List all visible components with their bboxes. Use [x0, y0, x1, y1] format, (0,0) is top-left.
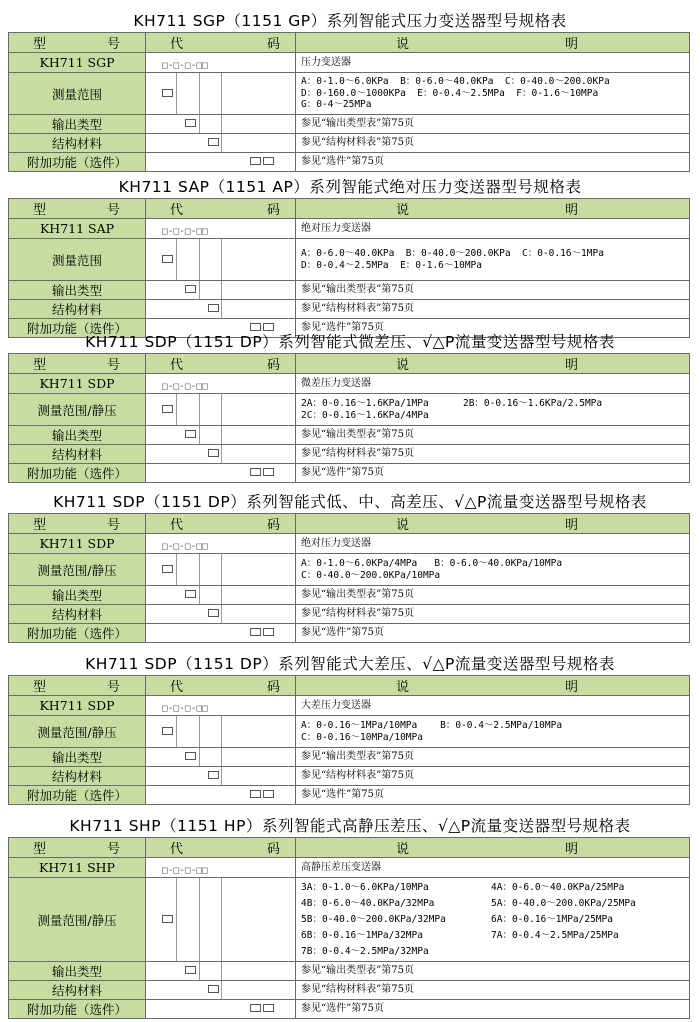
range-code-cell: [146, 716, 296, 748]
option-label: 附加功能（选件）: [9, 624, 146, 643]
range-line: 5A：0-40.0～200.0KPa/25MPa: [491, 898, 636, 909]
code-box: [185, 752, 196, 760]
range-label: 测量范围/静压: [9, 716, 146, 748]
spec-table-section: [0, 176, 700, 338]
spec-table-section: [0, 815, 700, 1019]
model-row: [9, 53, 690, 73]
range-line: 7A：0-0.4～2.5MPa/25MPa: [491, 930, 619, 941]
code-box: [263, 628, 274, 636]
code-box: [250, 468, 261, 476]
code-pattern: □-□-□-□□: [162, 703, 208, 714]
range-label: 测量范围: [9, 73, 146, 115]
range-line: 4A：0-6.0～40.0KPa/25MPa: [491, 882, 625, 893]
header-desc-a: 说: [396, 680, 411, 695]
material-label: 结构材料: [9, 445, 146, 464]
model-row: [9, 858, 690, 878]
spec-table-section: [0, 10, 700, 172]
code-pattern: □-□-□-□□: [162, 60, 208, 71]
material-row: [9, 300, 690, 319]
option-row: [9, 786, 690, 805]
model-code: KH711 SHP: [9, 858, 146, 878]
output-row: [9, 586, 690, 605]
header-no: 号: [106, 203, 121, 218]
header-code-a: 代: [170, 842, 185, 857]
header-code-b: 码: [266, 37, 281, 52]
code-box: [250, 1004, 261, 1012]
range-line: 2C：0-0.16～1.6KPa/4MPa: [301, 409, 429, 421]
code-box: [185, 590, 196, 598]
header-row: [9, 33, 690, 53]
range-line: G：0-4～25MPa: [301, 99, 372, 111]
header-no: 号: [106, 842, 121, 857]
model-code: KH711 SGP: [9, 53, 146, 73]
output-row: [9, 748, 690, 767]
output-desc: 参见“输出类型表”第75页: [296, 281, 690, 300]
table-title: KH711 SDP（1151 DP）系列智能式低、中、高差压、√△P流量变送器型号规格表: [53, 493, 647, 511]
header-desc-b: 明: [564, 358, 579, 373]
range-line: 4B：0-6.0～40.0KPa/32MPa: [301, 898, 435, 909]
option-label: 附加功能（选件）: [9, 1000, 146, 1019]
header-no: 号: [106, 680, 121, 695]
header-desc-a: 说: [396, 518, 411, 533]
header-type: 型: [33, 203, 48, 218]
header-code-a: 代: [170, 203, 185, 218]
range-line: C：0-0.16～10MPa/10MPa: [301, 731, 423, 743]
header-type: 型: [33, 358, 48, 373]
output-row: [9, 115, 690, 134]
table-title: KH711 SHP（1151 HP）系列智能式高静压差压、√△P流量变送器型号规格表: [69, 817, 631, 835]
spec-table: [8, 837, 690, 1019]
range-line: A：0-1.0～6.0KPa/4MPa B：0-6.0～40.0KPa/10MPa: [301, 558, 563, 569]
header-desc-b: 明: [564, 518, 579, 533]
range-line: 6A：0-0.16～1MPa/25MPa: [491, 914, 613, 925]
material-row: [9, 134, 690, 153]
range-line: D：0-160.0～1000KPa E：0-0.4～2.5MPa F：0-1.6～10MPa: [301, 87, 599, 99]
code-box: [208, 985, 219, 993]
option-label: 附加功能（选件）: [9, 464, 146, 483]
output-label: 输出类型: [9, 115, 146, 134]
header-type: 型: [33, 518, 48, 533]
option-row: [9, 1000, 690, 1019]
option-desc: 参见“选件”第75页: [296, 153, 690, 172]
material-label: 结构材料: [9, 300, 146, 319]
material-row: [9, 605, 690, 624]
model-row: [9, 696, 690, 716]
header-no: 号: [106, 358, 121, 373]
range-row: [9, 878, 690, 962]
material-label: 结构材料: [9, 981, 146, 1000]
material-desc: 参见“结构材料表”第75页: [296, 981, 690, 1000]
code-box: [185, 119, 196, 127]
option-row: [9, 624, 690, 643]
model-desc: 压力变送器: [296, 53, 690, 73]
option-label: 附加功能（选件）: [9, 786, 146, 805]
output-desc: 参见“输出类型表”第75页: [296, 426, 690, 445]
range-desc: [296, 239, 690, 281]
code-box: [162, 565, 173, 573]
spec-table-section: [0, 653, 700, 805]
range-line: A：0-1.0～6.0KPa B：0-6.0～40.0KPa C：0-40.0～200.0KPa: [301, 76, 610, 88]
range-label: 测量范围/静压: [9, 554, 146, 586]
code-box: [208, 304, 219, 312]
option-label: 附加功能（选件）: [9, 153, 146, 172]
range-line: A：0-0.16～1MPa/10MPa B：0-0.4～2.5MPa/10MPa: [301, 720, 563, 731]
range-line: 6B：0-0.16～1MPa/32MPa: [301, 930, 423, 941]
range-desc: [296, 878, 690, 962]
header-type: 型: [33, 37, 48, 52]
range-line: C：0-40.0～200.0KPa/10MPa: [301, 569, 441, 581]
header-desc-a: 说: [396, 842, 411, 857]
model-code: KH711 SDP: [9, 534, 146, 554]
range-grid: [301, 880, 689, 959]
output-desc: 参见“输出类型表”第75页: [296, 586, 690, 605]
model-desc: 高静压差压变送器: [296, 858, 690, 878]
code-box: [250, 323, 261, 331]
header-desc-a: 说: [396, 358, 411, 373]
header-desc-b: 明: [564, 203, 579, 218]
option-row: [9, 153, 690, 172]
spec-table-section: [0, 331, 700, 483]
code-box: [162, 405, 173, 413]
range-line: [491, 944, 689, 959]
code-box: [208, 138, 219, 146]
range-row: [9, 716, 690, 748]
table-title: KH711 SGP（1151 GP）系列智能式压力变送器型号规格表: [133, 12, 567, 30]
material-desc: 参见“结构材料表”第75页: [296, 445, 690, 464]
spec-table-section: [0, 491, 700, 643]
option-desc: 参见“选件”第75页: [296, 786, 690, 805]
code-box: [263, 157, 274, 165]
output-label: 输出类型: [9, 281, 146, 300]
code-box: [185, 285, 196, 293]
model-row: [9, 374, 690, 394]
header-code-a: 代: [170, 37, 185, 52]
code-box: [208, 609, 219, 617]
code-box: [208, 449, 219, 457]
code-box: [162, 255, 173, 263]
code-box: [263, 468, 274, 476]
table-title: KH711 SDP（1151 DP）系列智能式大差压、√△P流量变送器型号规格表: [85, 655, 615, 673]
code-pattern: □-□-□-□□: [162, 865, 208, 876]
material-desc: 参见“结构材料表”第75页: [296, 134, 690, 153]
header-code-b: 码: [266, 203, 281, 218]
header-desc-a: 说: [396, 37, 411, 52]
spec-table: [8, 353, 690, 483]
range-line: 5B：0-40.0～200.0KPa/32MPa: [301, 914, 446, 925]
header-row: [9, 514, 690, 534]
option-desc: 参见“选件”第75页: [296, 624, 690, 643]
range-desc: [296, 716, 690, 748]
code-pattern: □-□-□-□□: [162, 381, 208, 392]
material-desc: 参见“结构材料表”第75页: [296, 767, 690, 786]
range-line: 3A：0-1.0～6.0KPa/10MPa: [301, 882, 429, 893]
header-row: [9, 676, 690, 696]
spec-table: [8, 513, 690, 643]
spec-table: [8, 32, 690, 172]
header-type: 型: [33, 680, 48, 695]
header-row: [9, 354, 690, 374]
header-row: [9, 199, 690, 219]
code-box: [250, 157, 261, 165]
option-desc: 参见“选件”第75页: [296, 1000, 690, 1019]
code-box: [250, 790, 261, 798]
material-desc: 参见“结构材料表”第75页: [296, 605, 690, 624]
model-code: KH711 SDP: [9, 374, 146, 394]
model-desc: 绝对压力变送器: [296, 534, 690, 554]
spec-table: [8, 198, 690, 338]
code-box: [208, 771, 219, 779]
range-line: D：0-0.4～2.5MPa E：0-1.6～10MPa: [301, 259, 482, 271]
code-pattern: □-□-□-□□: [162, 226, 208, 237]
option-desc: 参见“选件”第75页: [296, 319, 690, 338]
model-desc: 微差压力变送器: [296, 374, 690, 394]
spec-table: [8, 675, 690, 805]
header-code-a: 代: [170, 518, 185, 533]
range-desc: [296, 394, 690, 426]
output-desc: 参见“输出类型表”第75页: [296, 748, 690, 767]
range-line: A：0-6.0～40.0KPa B：0-40.0～200.0KPa C：0-0.16～1MPa: [301, 248, 604, 259]
header-no: 号: [106, 518, 121, 533]
header-desc-b: 明: [564, 37, 579, 52]
header-code-b: 码: [266, 680, 281, 695]
output-label: 输出类型: [9, 586, 146, 605]
material-row: [9, 981, 690, 1000]
range-code-cell: [146, 554, 296, 586]
code-box: [263, 790, 274, 798]
range-row: [9, 73, 690, 115]
header-code-b: 码: [266, 518, 281, 533]
material-row: [9, 445, 690, 464]
header-code-a: 代: [170, 358, 185, 373]
range-row: [9, 554, 690, 586]
range-line: 2A：0-0.16～1.6KPa/1MPa 2B：0-0.16～1.6KPa/2.5MPa: [301, 398, 603, 409]
model-desc: 大差压力变送器: [296, 696, 690, 716]
header-row: [9, 838, 690, 858]
output-label: 输出类型: [9, 962, 146, 981]
output-row: [9, 426, 690, 445]
header-type: 型: [33, 842, 48, 857]
code-box: [162, 89, 173, 97]
header-desc-b: 明: [564, 680, 579, 695]
header-code-a: 代: [170, 680, 185, 695]
code-pattern: □-□-□-□□: [162, 541, 208, 552]
code-box: [185, 430, 196, 438]
code-box: [162, 915, 173, 923]
model-code: KH711 SDP: [9, 696, 146, 716]
code-box: [185, 966, 196, 974]
material-desc: 参见“结构材料表”第75页: [296, 300, 690, 319]
range-line: 7B：0-0.4～2.5MPa/32MPa: [301, 946, 429, 957]
range-label: 测量范围/静压: [9, 394, 146, 426]
header-desc-a: 说: [396, 203, 411, 218]
output-desc: 参见“输出类型表”第75页: [296, 115, 690, 134]
range-label: 测量范围: [9, 239, 146, 281]
option-desc: 参见“选件”第75页: [296, 464, 690, 483]
range-code-cell: [146, 239, 296, 281]
range-code-cell: [146, 73, 296, 115]
range-code-cell: [146, 394, 296, 426]
model-row: [9, 219, 690, 239]
output-row: [9, 281, 690, 300]
output-label: 输出类型: [9, 748, 146, 767]
material-row: [9, 767, 690, 786]
output-label: 输出类型: [9, 426, 146, 445]
range-label: 测量范围/静压: [9, 878, 146, 962]
material-label: 结构材料: [9, 134, 146, 153]
range-desc: [296, 554, 690, 586]
range-desc: [296, 73, 690, 115]
option-label: 附加功能（选件）: [9, 319, 146, 338]
code-box: [250, 628, 261, 636]
model-code: KH711 SAP: [9, 219, 146, 239]
output-row: [9, 962, 690, 981]
code-box: [263, 323, 274, 331]
code-box: [162, 727, 173, 735]
table-title: KH711 SDP（1151 DP）系列智能式微差压、√△P流量变送器型号规格表: [85, 333, 615, 351]
table-title: KH711 SAP（1151 AP）系列智能式绝对压力变送器型号规格表: [118, 178, 582, 196]
material-label: 结构材料: [9, 605, 146, 624]
model-row: [9, 534, 690, 554]
header-code-b: 码: [266, 358, 281, 373]
model-desc: 绝对压力变送器: [296, 219, 690, 239]
code-box: [263, 1004, 274, 1012]
material-label: 结构材料: [9, 767, 146, 786]
option-row: [9, 464, 690, 483]
header-desc-b: 明: [564, 842, 579, 857]
header-no: 号: [106, 37, 121, 52]
header-code-b: 码: [266, 842, 281, 857]
range-code-cell: [146, 878, 296, 962]
range-row: [9, 394, 690, 426]
output-desc: 参见“输出类型表”第75页: [296, 962, 690, 981]
range-row: [9, 239, 690, 281]
